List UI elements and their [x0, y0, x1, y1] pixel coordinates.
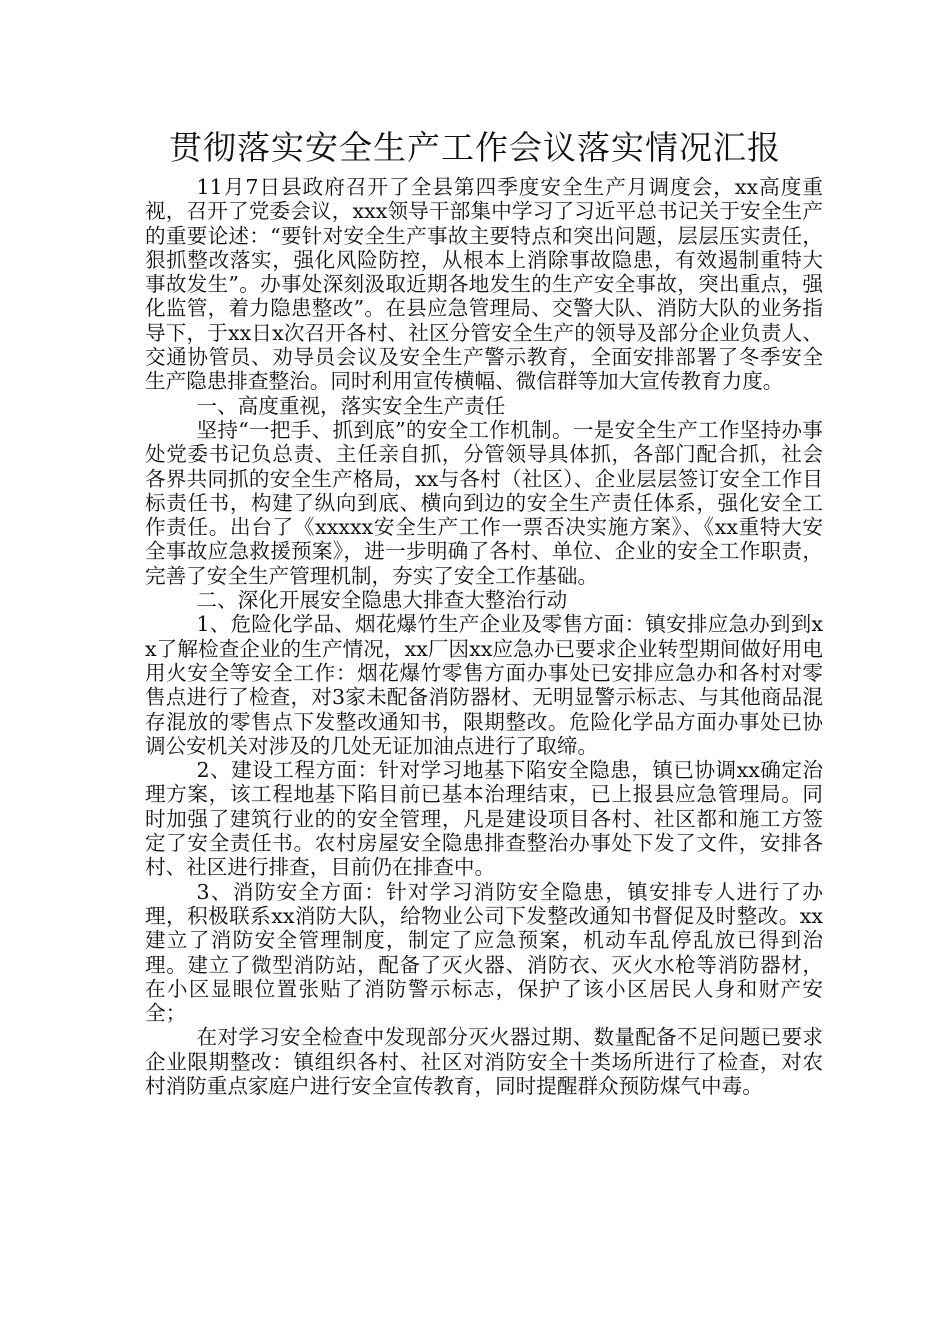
section-1-paragraph: 坚持“一把手、抓到底”的安全工作机制。一是安全生产工作坚持办事处党委书记负总责、主任亲自抓，分管领导具体抓，各部门配合抓，社会各界共同抓的安全生产格局，xx与各村（社区）、企业层层签订安全工作目标责任书，构建了纵向到底、横向到边的安全生产责任体系，强化安全工作责任。出台了《xxxxx安全生产工作一票否决实施方案》、《xx重特大安全事故应急救援预案》，进一步明确了各村、单位、企业的安全工作职责，完善了安全生产管理机制，夯实了安全工作基础。 — [145, 417, 823, 588]
closing-paragraph: 在对学习安全检查中发现部分灭火器过期、数量配备不足问题已要求企业限期整改：镇组织各村、社区对消防安全十类场所进行了检查，对农村消防重点家庭户进行安全宣传教育，同时提醒群众预防煤气中毒。 — [145, 1025, 823, 1098]
item-3-paragraph: 3、消防安全方面：针对学习消防安全隐患，镇安排专人进行了办理，积极联系xx消防大队，给物业公司下发整改通知书督促及时整改。xx建立了消防安全管理制度，制定了应急预案，机动车乱停乱放已得到治理。建立了微型消防站，配备了灭火器、消防衣、灭火水枪等消防器材，在小区显眼位置张贴了消防警示标志，保护了该小区居民人身和财产安全； — [145, 879, 823, 1026]
item-1-paragraph: 1、危险化学品、烟花爆竹生产企业及零售方面：镇安排应急办到到xx了解检查企业的生产情况，xx厂因xx应急办已要求企业转型期间做好用电用火安全等安全工作：烟花爆竹零售方面办事处已安排应急办和各村对零售点进行了检查，对3家未配备消防器材、无明显警示标志、与其他商品混存混放的零售点下发整改通知书，限期整改。危险化学品方面办事处已协调公安机关对涉及的几处无证加油点进行了取缔。 — [145, 612, 823, 758]
document-body — [145, 175, 823, 1098]
intro-paragraph: 11月7日县政府召开了全县第四季度安全生产月调度会，xx高度重视，召开了党委会议，xxx领导干部集中学习了习近平总书记关于安全生产的重要论述：“要针对安全生产事故主要特点和突出问题，层层压实责任，狠抓整改落实，强化风险防控，从根本上消除事故隐患，有效遏制重特大事故发生”。办事处深刻汲取近期各地发生的生产安全事故，突出重点，强化监管，着力隐患整改”。在县应急管理局、交警大队、消防大队的业务指导下，于xx日x次召开各村、社区分管安全生产的领导及部分企业负责人、交通协管员、劝导员会议及安全生产警示教育，全面安排部署了冬季安全生产隐患排查整治。同时利用宣传横幅、微信群等加大宣传教育力度。 — [145, 175, 823, 394]
section-heading-2: 二、深化开展安全隐患大排查大整治行动 — [196, 588, 568, 613]
document-title: 贯彻落实安全生产工作会议落实情况汇报 — [169, 128, 781, 167]
section-heading-1: 一、高度重视，落实安全生产责任 — [196, 393, 506, 418]
item-2-paragraph: 2、建设工程方面：针对学习地基下陷安全隐患，镇已协调xx确定治理方案，该工程地基下陷目前已基本治理结束，已上报县应急管理局。同时加强了建筑行业的的安全管理，凡是建设项目各村、社区都和施工方签定了安全责任书。农村房屋安全隐患排查整治办事处下发了文件，安排各村、社区进行排查，目前仍在排查中。 — [145, 758, 823, 880]
